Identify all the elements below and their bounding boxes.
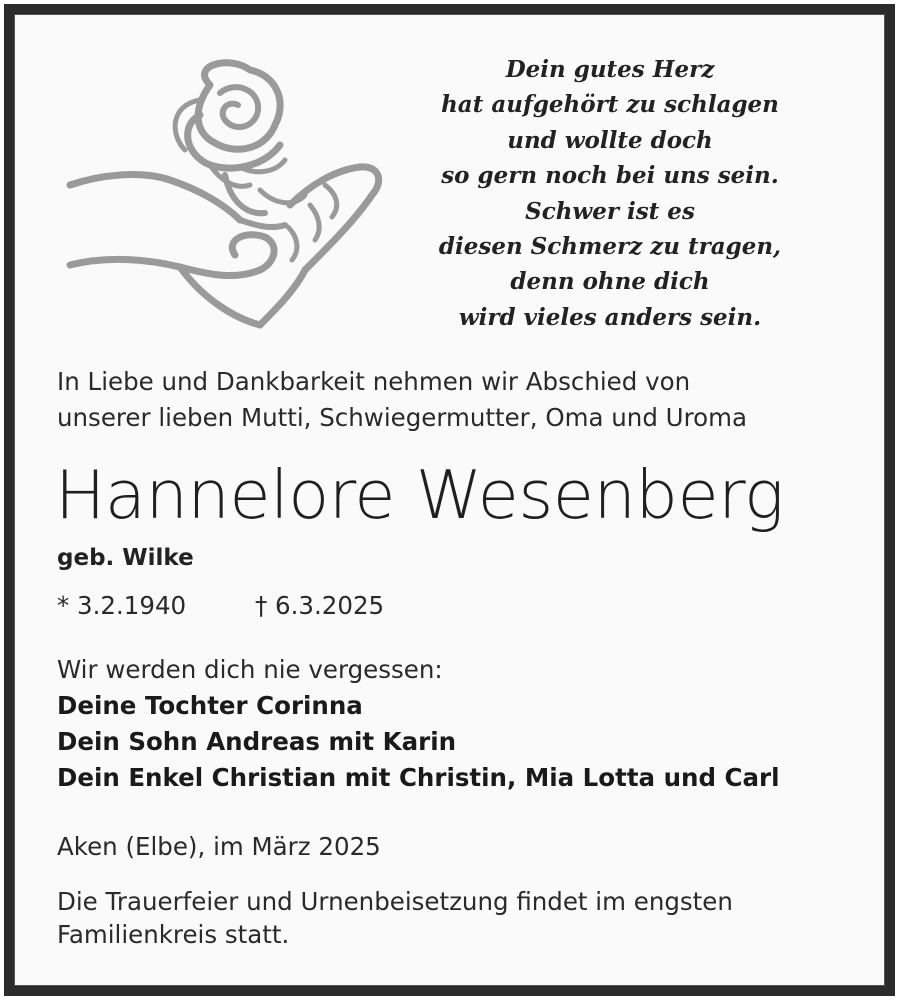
intro-line: In Liebe und Dankbarkeit nehmen wir Abschied von bbox=[57, 367, 691, 396]
death-date: † 6.3.2025 bbox=[255, 591, 385, 620]
poem-line: so gern noch bei uns sein. bbox=[441, 162, 779, 190]
poem-line: Schwer ist es bbox=[525, 197, 695, 225]
notice-line: Familienkreis statt. bbox=[57, 920, 290, 949]
memorial-poem bbox=[410, 52, 810, 335]
farewell-intro bbox=[57, 364, 857, 436]
mourners-intro: Wir werden dich nie vergessen: bbox=[57, 655, 443, 684]
hands-with-rose-icon bbox=[60, 55, 390, 335]
mourner-name: Dein Enkel Christian mit Christin, Mia Lotta und Carl bbox=[57, 763, 780, 792]
notice-line: Die Trauerfeier und Urnenbeisetzung findet im engsten bbox=[57, 887, 733, 916]
place-and-date: Aken (Elbe), im März 2025 bbox=[57, 832, 381, 861]
funeral-notice bbox=[57, 885, 857, 951]
intro-line: unserer lieben Mutti, Schwiegermutter, Oma und Uroma bbox=[57, 403, 747, 432]
mourner-name: Deine Tochter Corinna bbox=[57, 691, 363, 720]
poem-line: diesen Schmerz zu tragen, bbox=[438, 233, 782, 261]
poem-line: und wollte doch bbox=[507, 126, 713, 154]
mourner-name: Dein Sohn Andreas mit Karin bbox=[57, 727, 457, 756]
poem-line: wird vieles anders sein. bbox=[458, 303, 762, 331]
deceased-name: Hannelore Wesenberg bbox=[55, 456, 784, 534]
maiden-name: geb. Wilke bbox=[57, 545, 194, 571]
poem-line: denn ohne dich bbox=[510, 268, 710, 296]
poem-line: Dein gutes Herz bbox=[505, 56, 715, 83]
mourners-list bbox=[57, 652, 857, 796]
life-dates bbox=[57, 591, 385, 620]
poem-line: hat aufgehört zu schlagen bbox=[441, 91, 779, 119]
birth-date: * 3.2.1940 bbox=[57, 591, 187, 620]
